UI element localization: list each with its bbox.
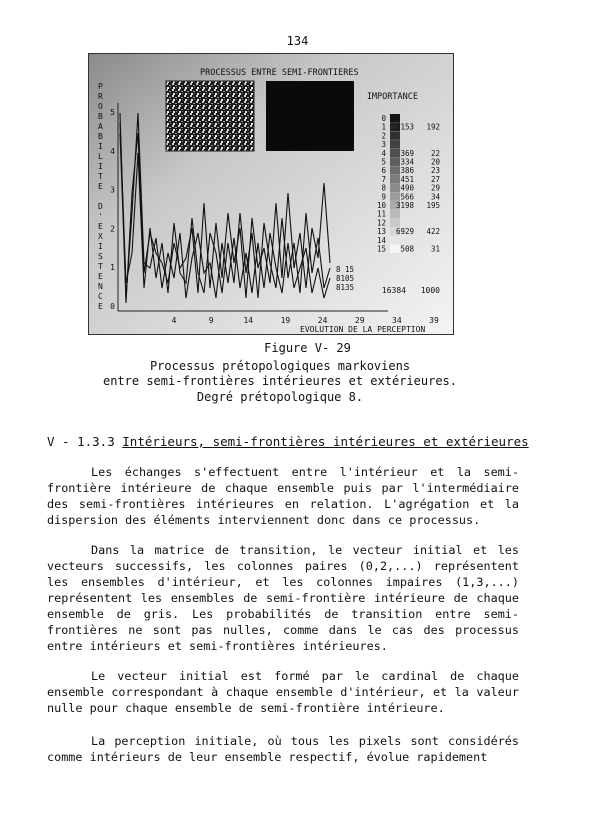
legend-swatch (390, 218, 400, 227)
black-image (266, 81, 354, 151)
importance-header: IMPORTANCE (366, 92, 418, 102)
legend-swatch (390, 175, 400, 184)
x-tick-label: 14 (243, 316, 254, 325)
legend-index: 14 (376, 235, 386, 245)
legend-swatch (390, 245, 400, 254)
curve-label: 8 15 (336, 265, 355, 274)
y-tick-label: 0 (110, 302, 115, 311)
legend-swatch (390, 166, 400, 175)
figure-label: Figure V- 29 (264, 341, 351, 355)
y-tick-label: 4 (110, 146, 115, 156)
legend-swatch (390, 114, 400, 123)
y-tick-label: 3 (110, 185, 115, 195)
legend-index: 3 (381, 140, 386, 150)
legend-index: 1 (381, 122, 386, 132)
paragraph-4 (47, 733, 519, 765)
x-tick-label: 24 (317, 316, 328, 325)
caption-line-2: entre semi-frontières intérieures et extérieures. (102, 374, 457, 388)
legend-swatch (390, 140, 400, 149)
legend-swatch (390, 149, 400, 158)
figure-screenshot (88, 53, 454, 335)
section-heading (47, 434, 529, 449)
importance-count: 386 (400, 166, 414, 176)
importance-count: 3153 (395, 122, 414, 132)
x-tick-label: 4 (171, 316, 177, 325)
section-number: V - 1.3.3 (47, 434, 115, 449)
legend-index: 8 (381, 183, 386, 193)
importance-value: 195 (426, 201, 440, 210)
legend-index: 2 (381, 131, 386, 141)
legend-index: 0 (381, 114, 386, 123)
x-tick-label: 29 (354, 316, 365, 325)
legend-swatch (390, 236, 400, 245)
legend-swatch (390, 158, 400, 167)
importance-count: 566 (400, 192, 414, 202)
section-title: Intérieurs, semi-frontières intérieures et extérieures (122, 434, 529, 449)
importance-value: 31 (430, 244, 440, 254)
importance-value: 192 (426, 122, 440, 132)
importance-total-count: 16384 (381, 286, 406, 295)
importance-value: 22 (430, 148, 440, 158)
importance-count: 3198 (395, 201, 414, 210)
legend-index: 7 (381, 174, 386, 184)
curve-label: 8135 (336, 283, 355, 292)
legend-swatch (390, 210, 400, 219)
paragraph-1 (47, 464, 519, 528)
importance-count: 490 (400, 183, 414, 193)
legend-index: 6 (381, 166, 386, 176)
importance-value: 23 (430, 166, 440, 176)
legend-index: 13 (376, 227, 386, 237)
paragraph-2-text: Dans la matrice de transition, le vecteur initial et les vecteurs successifs, les colonnes paires (0,2,...) représentent les ensembles d'intérieur, et les colonnes impaires (1,3,...) représentent les ensembles de semi-frontière intérieure de chaque ensemble de gris. Les probabilités de transition entre semi-frontières ne sont pas nulles, comme dans le cas des processus entre intérieurs et semi-frontières intérieures. (47, 543, 519, 653)
paragraph-3 (47, 668, 519, 716)
paragraph-2 (47, 542, 519, 654)
x-axis-title: EVOLUTION DE LA PERCEPTION (300, 325, 426, 334)
legend-index: 4 (381, 148, 386, 158)
legend-index: 10 (376, 201, 386, 210)
legend-swatch (390, 131, 400, 140)
paragraph-1-text: Les échanges s'effectuent entre l'intérieur et la semi-frontière intérieure de chaque ensemble puis par l'intermédiaire des semi-frontières intérieures en relation. L'agrégation et la dispersion des éléments interviennent donc dans ce processus. (47, 465, 519, 527)
legend-index: 5 (381, 157, 386, 167)
importance-count: 6929 (395, 227, 414, 237)
x-tick-label: 9 (208, 316, 214, 325)
screen-title: PROCESSUS ENTRE SEMI-FRONTIERES (200, 68, 359, 78)
importance-value: 29 (430, 183, 440, 193)
legend-index: 12 (376, 218, 386, 228)
y-tick-label: 1 (110, 263, 115, 273)
x-tick-label: 39 (429, 316, 439, 325)
caption-line-1: Processus prétopologiques markoviens (149, 359, 411, 373)
y-tick-label: 2 (110, 224, 115, 234)
importance-value: 422 (426, 227, 440, 237)
y-axis-title: P R O B A B I L I T E D ' E X I S T E N C E (98, 82, 103, 311)
legend-index: 15 (376, 244, 386, 254)
curve-label: 8105 (336, 274, 355, 283)
importance-value: 27 (430, 174, 440, 184)
legend-index: 9 (381, 192, 386, 202)
x-tick-label: 19 (280, 316, 291, 325)
paragraph-4-text: La perception initiale, où tous les pixels sont considérés comme intérieurs de leur ensemble respectif, évolue rapidement (47, 734, 519, 764)
y-tick-label: 5 (110, 108, 115, 117)
page-number: 134 (286, 34, 309, 48)
importance-value: 20 (430, 157, 440, 167)
legend-swatch (390, 192, 400, 201)
texture-image (166, 81, 254, 151)
importance-value: 34 (430, 192, 440, 202)
paragraph-3-text: Le vecteur initial est formé par le cardinal de chaque ensemble correspondant à chaque ensemble d'intérieur, et la valeur nulle pour chaque ensemble de semi-frontière intérieure. (47, 669, 519, 715)
importance-count: 369 (400, 148, 414, 158)
importance-total-value: 1000 (420, 286, 440, 295)
x-tick-label: 34 (392, 316, 402, 325)
importance-count: 451 (400, 174, 414, 184)
caption-line-3: Degré prétopologique 8. (196, 390, 364, 404)
importance-count: 508 (400, 244, 414, 254)
importance-count: 334 (400, 157, 414, 167)
legend-index: 11 (376, 209, 386, 219)
legend-swatch (390, 184, 400, 193)
